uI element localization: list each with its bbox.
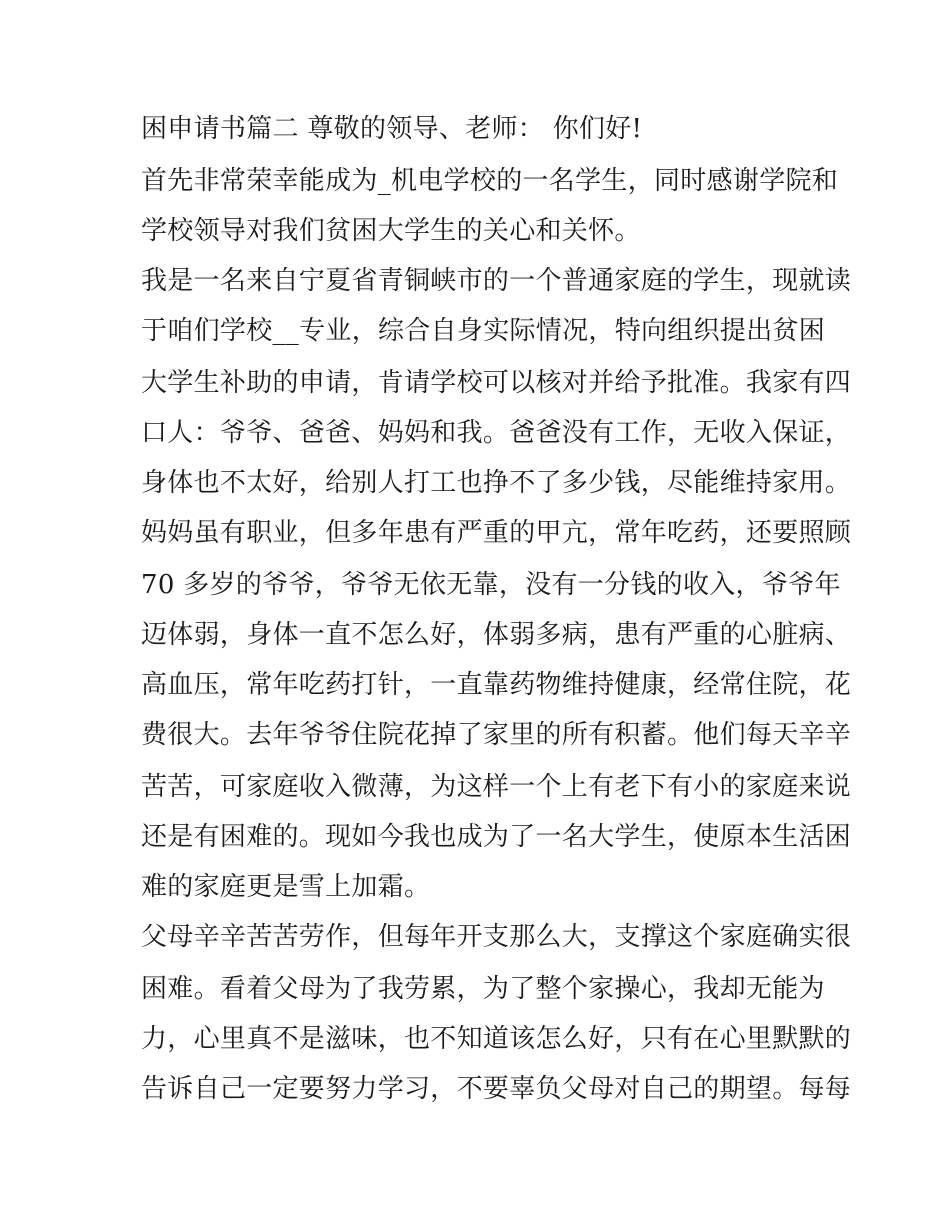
text-line: 高血压，常年吃药打针，一直靠药物维持健康，经常住院，花: [141, 670, 852, 700]
text-line: 迈体弱，身体一直不怎么好，体弱多病，患有严重的心脏病、: [141, 620, 852, 650]
text-line: 力，心里真不是滋味，也不知道该怎么好，只有在心里默默的: [141, 1024, 852, 1054]
text-line: 身体也不太好，给别人打工也挣不了多少钱，尽能维持家用。: [141, 468, 852, 498]
text-line: 于咱们学校__专业，综合自身实际情况，特向组织提出贫困: [141, 316, 826, 346]
text-line: 难的家庭更是雪上加霜。: [141, 872, 431, 902]
text-line: 费很大。去年爷爷住院花掉了家里的所有积蓄。他们每天辛辛: [141, 720, 852, 750]
text-line: 70 多岁的爷爷，爷爷无依无靠，没有一分钱的收入，爷爷年: [141, 570, 841, 600]
text-line: 困申请书篇二 尊敬的领导、老师： 你们好!: [141, 114, 643, 144]
text-line: 口人：爷爷、爸爸、妈妈和我。爸爸没有工作，无收入保证，: [141, 418, 852, 448]
text-line: 妈妈虽有职业，但多年患有严重的甲亢，常年吃药，还要照顾: [141, 518, 852, 548]
text-line: 告诉自己一定要努力学习，不要辜负父母对自己的期望。每每: [141, 1074, 852, 1104]
text-line: 苦苦，可家庭收入微薄，为这样一个上有老下有小的家庭来说: [141, 772, 852, 802]
text-line: 父母辛辛苦苦劳作，但每年开支那么大，支撑这个家庭确实很: [141, 922, 852, 952]
text-line: 首先非常荣幸能成为_机电学校的一名学生，同时感谢学院和: [141, 166, 839, 196]
text-line: 大学生补助的申请，肯请学校可以核对并给予批准。我家有四: [141, 368, 852, 398]
text-line: 学校领导对我们贫困大学生的关心和关怀。: [141, 216, 641, 246]
text-line: 我是一名来自宁夏省青铜峡市的一个普通家庭的学生，现就读: [141, 266, 852, 296]
text-line: 困难。看着父母为了我劳累，为了整个家操心，我却无能为: [141, 974, 825, 1004]
text-line: 还是有困难的。现如今我也成为了一名大学生，使原本生活困: [141, 822, 852, 852]
